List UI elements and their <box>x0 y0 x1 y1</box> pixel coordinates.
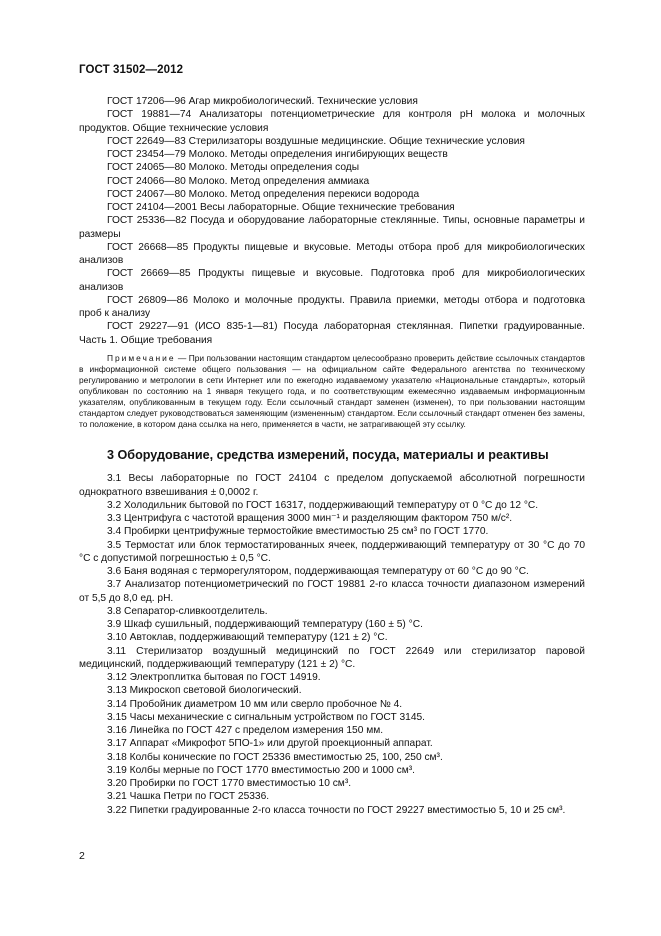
section-item: 3.17 Аппарат «Микрофот 5ПО-1» или другой проекционный аппарат. <box>107 738 433 750</box>
section-item: 3.15 Часы механические с сигнальным устройством по ГОСТ 3145. <box>107 711 425 723</box>
section-item: 3.10 Автоклав, поддерживающий температуру (121 ± 2) °C. <box>107 632 388 644</box>
section-item: 3.16 Линейка по ГОСТ 427 с пределом измерения 150 мм. <box>107 725 384 737</box>
section-item: 3.19 Колбы мерные по ГОСТ 1770 вместимостью 200 и 1000 см³. <box>107 764 415 776</box>
section-item: 3.22 Пипетки градуированные 2-го класса точности по ГОСТ 29227 вместимостью 5, 10 и 25 см³. <box>107 804 566 816</box>
section-heading: 3 Оборудование, средства измерений, посуда, материалы и реактивы <box>107 448 549 463</box>
reference-item: ГОСТ 24104—2001 Весы лабораторные. Общие технические требования <box>107 202 455 213</box>
section-item: 3.8 Сепаратор-сливкоотделитель. <box>107 605 268 617</box>
reference-item: ГОСТ 29227—91 (ИСО 835-1—81) Посуда лабораторная стеклянная. Пипетки градуированные. Часть 1. Общие требования <box>79 321 585 346</box>
page-header-title: ГОСТ 31502—2012 <box>79 64 184 76</box>
note-paragraph <box>79 353 585 431</box>
section-item: 3.18 Колбы конические по ГОСТ 25336 вместимостью 25, 100, 250 см³. <box>107 751 443 763</box>
reference-item: ГОСТ 25336—82 Посуда и оборудование лабораторные стеклянные. Типы, основные параметры и размеры <box>79 215 585 240</box>
section-item: 3.21 Чашка Петри по ГОСТ 25336. <box>107 791 270 803</box>
section-item: 3.4 Пробирки центрифужные термостойкие вместимостью 25 см³ по ГОСТ 1770. <box>107 526 489 538</box>
reference-item: ГОСТ 22649—83 Стерилизаторы воздушные медицинские. Общие технические условия <box>107 135 525 147</box>
reference-item: ГОСТ 19881—74 Анализаторы потенциометрические для контроля pH молока и молочных продуктов. Общие технические условия <box>79 109 585 134</box>
reference-item: ГОСТ 17206—96 Агар микробиологический. Технические условия <box>107 96 418 107</box>
reference-item: ГОСТ 26809—86 Молоко и молочные продукты. Правила приемки, методы отбора и подготовка проб к анализу <box>79 294 585 319</box>
section-items-list <box>79 472 585 817</box>
section-item: 3.5 Термостат или блок термостатированных ячеек, поддерживающий температуру от 30 °C до 70 °C с допустимой погрешностью ± 0,5 °C. <box>79 539 585 564</box>
section-item: 3.11 Стерилизатор воздушный медицинский по ГОСТ 22649 или стерилизатор паровой медицинский, поддерживающий температуру (121 ± 2) °C. <box>79 645 585 670</box>
note-label: Примечание <box>107 352 176 363</box>
note-text: — При пользовании настоящим стандартом целесообразно проверить действие ссылочных стандартов в информационной системе общего пользования — на официальном сайте Федерального агентства по техническому регулированию и метрологии в сети Интернет или по ежегодно издаваемому указателю «Национальные стандарты», который опубликован по состоянию на 1 января текущего года, и по соответствующим ежемесячно издаваемым информационным указателям, опубликованным в текущем году. Если ссылочный стандарт заменен (изменен), то при пользовании настоящим стандартом следует руководствоваться заменяющим (измененным) стандартом. Если ссылочный стандарт отменен без замены, то положение, в котором дана ссылка на него, применяется в части, не затрагивающей эту ссылку. <box>79 352 586 430</box>
section-item: 3.9 Шкаф сушильный, поддерживающий температуру (160 ± 5) °C. <box>107 619 423 631</box>
section-item: 3.7 Анализатор потенциометрический по ГОСТ 19881 2-го класса точности диапазоном измерений от 5,5 до 8,0 ед. pH. <box>79 579 585 604</box>
reference-item: ГОСТ 24066—80 Молоко. Метод определения аммиака <box>107 175 370 187</box>
references-list <box>79 95 585 347</box>
section-item: 3.13 Микроскоп световой биологический. <box>107 685 302 697</box>
section-item: 3.12 Электроплитка бытовая по ГОСТ 14919. <box>107 672 321 684</box>
page-number: 2 <box>79 850 85 862</box>
reference-item: ГОСТ 24067—80 Молоко. Метод определения перекиси водорода <box>107 188 420 200</box>
section-item: 3.3 Центрифуга с частотой вращения 3000 мин⁻¹ и разделяющим фактором 750 м/с². <box>107 513 513 525</box>
reference-item: ГОСТ 26669—85 Продукты пищевые и вкусовые. Подготовка проб для микробиологических анализов <box>79 268 585 293</box>
section-item: 3.6 Баня водяная с терморегулятором, поддерживающая температуру от 60 °C до 90 °C. <box>107 566 529 578</box>
reference-item: ГОСТ 23454—79 Молоко. Методы определения ингибирующих веществ <box>107 149 448 160</box>
section-item: 3.1 Весы лабораторные по ГОСТ 24104 с пределом допускаемой абсолютной погрешности однократного взвешивания ± 0,0002 г. <box>79 473 585 498</box>
reference-item: ГОСТ 26668—85 Продукты пищевые и вкусовые. Методы отбора проб для микробиологических анализов <box>79 241 585 266</box>
section-item: 3.2 Холодильник бытовой по ГОСТ 16317, поддерживающий температуру от 0 °C до 12 °C. <box>107 499 539 511</box>
section-item: 3.14 Пробойник диаметром 10 мм или сверло пробочное № 4. <box>107 698 403 710</box>
reference-item: ГОСТ 24065—80 Молоко. Методы определения соды <box>107 162 360 174</box>
document-body <box>79 95 585 817</box>
section-item: 3.20 Пробирки по ГОСТ 1770 вместимостью 10 см³. <box>107 778 352 790</box>
